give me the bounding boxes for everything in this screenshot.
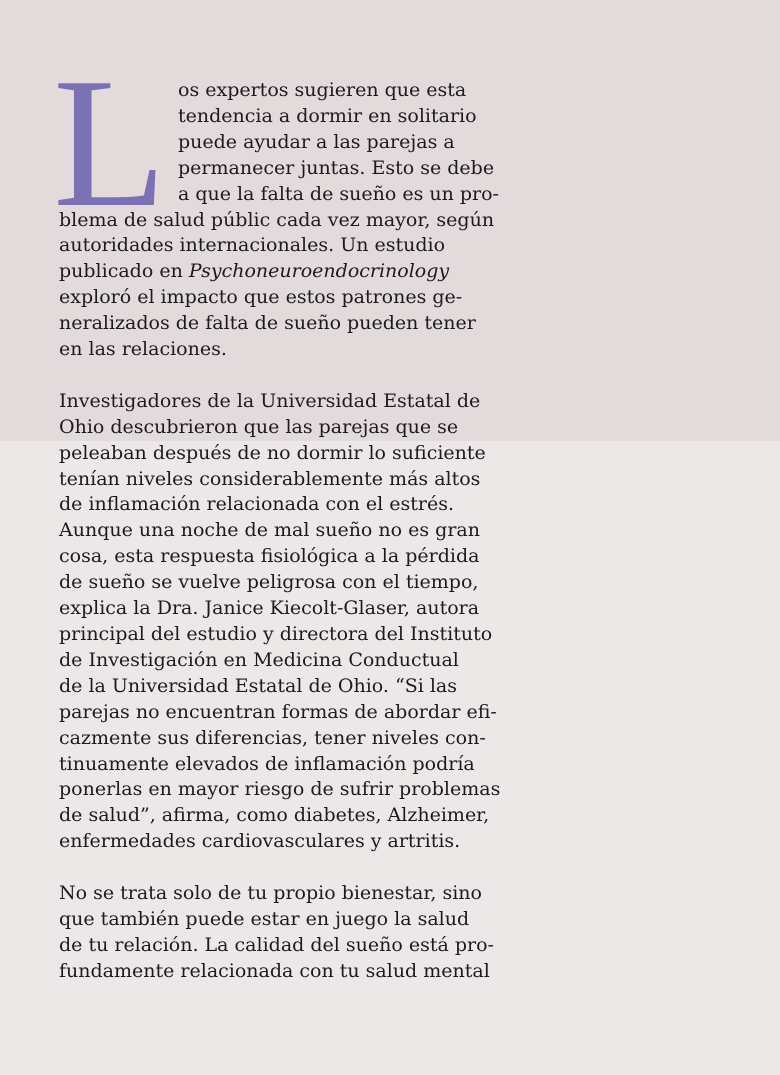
text-line: de la Universidad Estatal de Ohio. “Si las — [59, 674, 457, 697]
text-line: No se trata solo de tu propio bienestar, sino — [59, 882, 482, 905]
text-line: fundamente relacionada con tu salud mental — [59, 959, 490, 982]
text-line: parejas no encuentran formas de abordar efi- — [59, 700, 497, 723]
text-fragment: publicado en — [59, 260, 189, 283]
text-line: exploró el impacto que estos patrones ge- — [59, 286, 463, 309]
text-line: de sueño se vuelve peligrosa con el tiempo, — [59, 571, 479, 594]
text-line: enfermedades cardiovasculares y artritis. — [59, 830, 461, 853]
journal-title: Psychoneuroendocrinology — [188, 260, 450, 283]
text-line: cazmente sus diferencias, tener niveles con- — [59, 726, 486, 749]
text-line: que también puede estar en juego la salud — [59, 907, 470, 930]
paragraph-gap — [59, 363, 504, 389]
text-line: cosa, esta respuesta fisiológica a la pérdida — [59, 545, 480, 568]
text-line: os expertos sugieren que esta — [178, 79, 467, 101]
text-line: Investigadores de la Universidad Estatal de — [59, 389, 481, 412]
text-line: autoridades internacionales. Un estudio — [59, 234, 446, 257]
text-line: puede ayudar a las parejas a — [178, 130, 455, 153]
paragraph-2 — [59, 389, 504, 855]
paragraph-gap — [59, 855, 504, 881]
text-line: explica la Dra. Janice Kiecolt-Glaser, autora — [59, 597, 480, 620]
text-line: permanecer juntas. Esto se debe — [178, 156, 495, 179]
text-line: peleaban después de no dormir lo suficiente — [59, 441, 486, 464]
text-line: de Investigación en Medicina Conductual — [59, 648, 459, 671]
text-line: Aunque una noche de mal sueño no es gran — [59, 519, 480, 542]
text-line: tinuamente elevados de inflamación podría — [59, 752, 475, 775]
text-line: de inflamación relacionada con el estrés. — [59, 493, 454, 516]
text-line: Ohio descubrieron que las parejas que se — [59, 415, 459, 438]
drop-cap: L — [53, 40, 167, 246]
text-line: ponerlas en mayor riesgo de sufrir problemas — [59, 778, 501, 801]
text-line: blema de salud públic cada vez mayor, según — [59, 208, 495, 231]
article-body — [53, 40, 504, 985]
text-line: tenían niveles considerablemente más altos — [59, 467, 481, 490]
text-line: en las relaciones. — [59, 338, 227, 361]
text-line: de salud”, afirma, como diabetes, Alzheimer, — [59, 804, 490, 827]
text-line — [59, 259, 504, 285]
text-line: tendencia a dormir en solitario — [178, 104, 477, 127]
text-line: a que la falta de sueño es un pro- — [178, 182, 499, 205]
text-line: principal del estudio y directora del Instituto — [59, 623, 493, 646]
text-line: de tu relación. La calidad del sueño está pro- — [59, 933, 494, 956]
paragraph-3 — [59, 881, 504, 985]
text-line: neralizados de falta de sueño pueden tener — [59, 312, 476, 335]
